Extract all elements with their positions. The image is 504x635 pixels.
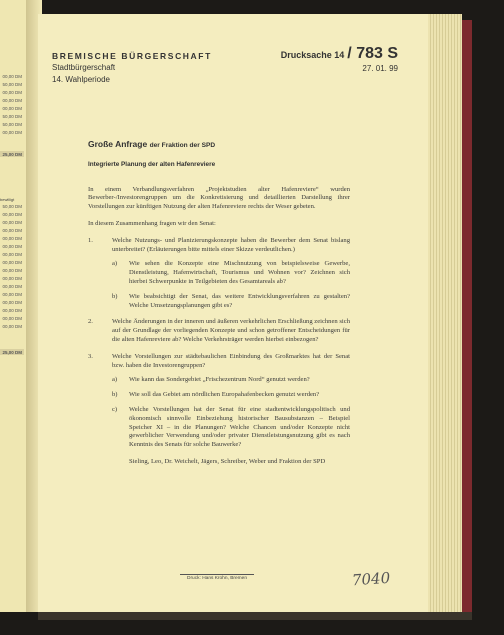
book-cover-edge: [462, 20, 472, 614]
ledger-total: 25,00 DM: [2, 350, 22, 355]
question-3c: [112, 406, 350, 450]
ledger-row: 00,00 DM: [2, 276, 22, 281]
question-3a: [112, 376, 350, 385]
ledger-row: 00,00 DM: [2, 308, 22, 313]
ledger-row: 00,00 DM: [2, 316, 22, 321]
ledger-total: 25,00 DM: [2, 152, 22, 157]
handwritten-number: 7040: [351, 568, 391, 590]
ledger-row: 00,00 DM: [2, 90, 22, 95]
ledger-label: bewilligt: [0, 197, 15, 202]
question-1: [88, 237, 350, 311]
ledger-row: 00,00 DM: [2, 284, 22, 289]
question-2: [88, 318, 350, 344]
book-shadow: [38, 612, 472, 620]
page-stack-edge: [428, 14, 462, 614]
title-main: Große Anfrage: [88, 139, 148, 149]
ledger-row: 00,00 DM: [2, 106, 22, 111]
question-number: 1.: [88, 236, 93, 244]
facing-page: [0, 0, 27, 612]
ledger-row: 50,00 DM: [2, 122, 22, 127]
ledger-row: 00,00 DM: [2, 98, 22, 103]
subquestion-text: Wie kann das Sondergebiet „Frischezentrum Nord“ genutzt werden?: [129, 376, 310, 384]
document-date: 27. 01. 99: [362, 64, 398, 73]
drucksache-label: Drucksache 14: [280, 50, 345, 60]
ledger-row: 00,00 DM: [2, 300, 22, 305]
ledger-row: 00,00 DM: [2, 260, 22, 265]
question-1a: [112, 260, 350, 286]
question-text: Welche Nutzungs- und Planizierungskonzepte haben die Bewerber dem Senat bislang unterbreitet? (Erläuterungen bitte mittels einer Skizze verdeutlichen.): [112, 236, 350, 253]
subquestion-text: Wie sehen die Konzepte eine Mischnutzung von beispielsweise Gewerbe, Dienstleistung, Hafenwirtschaft, Tourismus und Wohnen vor? Zeichnen sich hierbei Schwerpunkte in Teilgebieten des Gesamtareals ab?: [129, 260, 350, 285]
signatures: Sieling, Leo, Dr. Weichelt, Jägers, Schreiber, Weber und Fraktion der SPD: [129, 457, 326, 465]
ledger-row: 00,00 DM: [2, 252, 22, 257]
question-text: Welche Änderungen in der inneren und äußeren verkehrlichen Erschließung zeichnen sich auf der Grundlage der vorliegenden Konzepte und schon getroffener Entscheidungen für die alten Hafenreviere ab? Welche Verkehrsträger werden hierbei einbezogen?: [112, 318, 350, 343]
subquestion-letter: c): [112, 405, 118, 413]
subquestion-text: Wie soll das Gebiet am nördlichen Europahafenbecken genutzt werden?: [129, 391, 320, 399]
drucksache-number: / 783 S: [347, 45, 398, 62]
ledger-row: 00,00 DM: [2, 228, 22, 233]
question-1b: [112, 293, 350, 311]
chamber-name: Stadtbürgerschaft: [52, 63, 116, 72]
subquestion-letter: a): [112, 376, 118, 384]
ledger-row: 50,00 DM: [2, 114, 22, 119]
printer-footer: Druck: Hans Krohn, Bremen: [180, 574, 254, 581]
ledger-row: 00,00 DM: [2, 74, 22, 79]
subquestion-text: Wie beabsichtigt der Senat, das weitere Entwicklungsverfahren zu gestalten? Welche Umsetzungsplanungen gibt es?: [129, 292, 350, 309]
title-rest: der Fraktion der SPD: [149, 142, 216, 149]
ledger-row: 50,00 DM: [2, 82, 22, 87]
document-subtitle: Integrierte Planung der alten Hafenreviere: [88, 160, 216, 168]
document-header-right: [252, 45, 398, 73]
question-number: 3.: [88, 352, 93, 360]
question-text: Welche Vorstellungen zur städtebaulichen Einbindung des Großmarktes hat der Senat bzw. haben die Investorengruppen?: [112, 352, 350, 369]
ledger-row: 00,00 DM: [2, 212, 22, 217]
ledger-row: 00,00 DM: [2, 292, 22, 297]
ledger-row: 00,00 DM: [2, 268, 22, 273]
ledger-row: 00,00 DM: [2, 244, 22, 249]
document-body: [88, 140, 350, 475]
ledger-row: 00,00 DM: [2, 324, 22, 329]
subquestion-letter: b): [112, 292, 118, 300]
ledger-row: 00,00 DM: [2, 220, 22, 225]
ledger-row: 00,00 DM: [2, 130, 22, 135]
lead-paragraph: In diesem Zusammenhang fragen wir den Senat:: [88, 219, 216, 227]
intro-paragraph: In einem Verbandlungsverfahren „Projektstudien alter Hafenreviere“ wurden Bewerber-/Investorengruppen um die Konkretisierung und detaillierten Darstellung ihrer Vorstellungen zur künftigen Nutzung der alten Hafenreviere rechts der Weser gebeten.: [88, 185, 350, 211]
subquestion-text: Welche Vorstellungen hat der Senat für eine stadtentwicklungspolitisch und ökonomisch sinnvolle Einbeziehung historischer Bausubstanzen – Beispiel Speicher XI – in die Planungen? Welche Chancen und/oder Konzepte nicht gewerblicher Verwendung und/oder privater Dienstleistungsnutzung gibt es nach Kenntnis des Senats für solche Bauwerke?: [129, 405, 350, 449]
question-number: 2.: [88, 318, 93, 326]
organization-name: BREMISCHE BÜRGERSCHAFT: [52, 51, 212, 61]
question-3: [88, 353, 350, 467]
document-title: [88, 140, 350, 151]
subquestion-letter: a): [112, 260, 118, 268]
ledger-row: 00,00 DM: [2, 236, 22, 241]
legislative-period: 14. Wahlperiode: [52, 75, 110, 84]
document-header-left: [52, 51, 212, 85]
question-3b: [112, 391, 350, 400]
subquestion-letter: b): [112, 391, 118, 399]
ledger-row: 50,00 DM: [2, 204, 22, 209]
